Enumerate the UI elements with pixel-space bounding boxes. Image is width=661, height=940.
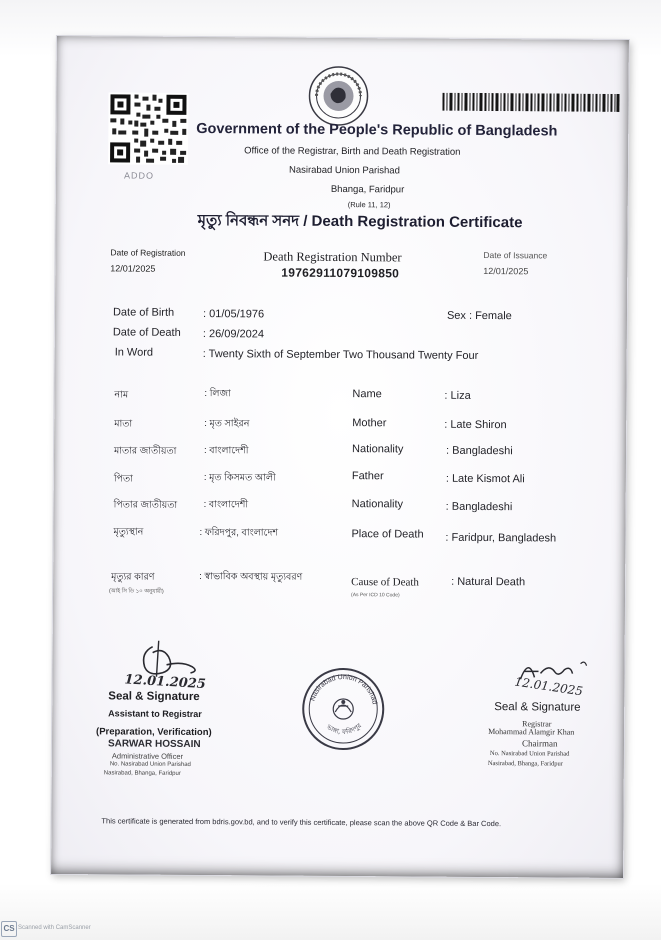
father-nationality-label: Nationality (351, 498, 404, 511)
camscanner-text: Scanned with CamScanner (18, 925, 91, 931)
seal-bottom-text: ভাঙ্গা, ফরিদপুর (325, 721, 364, 736)
mother-value: : Late Shiron (444, 418, 507, 432)
registrar-org: No. Nasirabad Union Parishad (489, 750, 570, 758)
mother-label: Mother (352, 417, 387, 430)
father-value: : Late Kismot Ali (445, 472, 525, 486)
assistant-title: Administrative Officer (111, 751, 184, 761)
mother-bn-label: মাতা (114, 418, 133, 430)
mother-bn-value: : মৃত সাইরন (204, 418, 250, 430)
cause-bn-value: : স্বাভাবিক অবস্থায় মৃত্যুবরণ (199, 571, 303, 583)
qr-caption: ADDO (123, 170, 155, 181)
seal-outer-text: Nasirabad Union Parishad (309, 673, 378, 706)
father-nationality-value: : Bangladeshi (445, 500, 513, 514)
name-value: : Liza (444, 389, 471, 402)
dod-value: : 26/09/2024 (202, 328, 265, 341)
name-bn-value: : লিজা (204, 388, 231, 400)
registrar-name: Mohammad Alamgir Khan (488, 727, 575, 737)
place-of-death-label: Place of Death (351, 528, 424, 541)
father-label: Father (351, 470, 384, 483)
assistant-org: No. Nasirabad Union Parishad (109, 761, 191, 768)
certificate-title: মৃত্যু নিবন্ধন সনদ / Death Registration Certificate (197, 212, 523, 232)
father-bn-value: : মৃত কিসমত আলী (203, 472, 276, 484)
registrar-seal-signature: Seal & Signature (494, 701, 581, 714)
camscanner-logo: CS (1, 921, 17, 937)
assistant-handwritten-date: 12.01.2025 (124, 672, 207, 693)
barcode-icon (442, 93, 619, 112)
dob-value: : 01/05/1976 (202, 308, 265, 321)
dod-label: Date of Death (112, 326, 181, 339)
issuance-date-value: 12/01/2025 (483, 265, 529, 277)
assistant-location: Nasirabad, Bhanga, Faridpur (103, 770, 181, 777)
assistant-role-detail: (Preparation, Verification) (96, 726, 212, 739)
registrar-title: Chairman (521, 738, 558, 749)
mother-nationality-label: Nationality (352, 443, 404, 456)
mother-nationality-bn-label: মাতার জাতীয়তা (113, 445, 177, 457)
father-nationality-bn-label: পিতার জাতীয়তা (113, 499, 178, 511)
registration-date-label: Date of Registration (110, 247, 186, 258)
registration-number-label: Death Registration Number (263, 249, 402, 265)
cause-bn-label: মৃত্যুর কারণ (111, 571, 155, 583)
mother-nationality-bn-value: : বাংলাদেশী (204, 445, 249, 457)
registration-number-value: 19762911079109850 (281, 265, 400, 281)
union-name: Nasirabad Union Parishad (288, 164, 400, 177)
father-nationality-bn-value: : বাংলাদেশী (203, 499, 249, 511)
government-emblem-icon (308, 66, 368, 126)
svg-text:ভাঙ্গা, ফরিদপুর (324, 721, 363, 736)
qr-code-icon (108, 92, 189, 165)
place-of-death-value: : Faridpur, Bangladesh (445, 531, 557, 545)
name-label: Name (352, 388, 382, 401)
office-place: Bhanga, Faridpur (330, 183, 405, 196)
assistant-seal-signature: Seal & Signature (108, 690, 200, 704)
assistant-role: Assistant to Registrar (108, 708, 202, 720)
father-bn-label: পিতা (113, 473, 133, 485)
place-of-death-bn-value: : ফরিদপুর, বাংলাদেশ (199, 527, 279, 539)
verification-footer: This certificate is generated from bdris.gov.bd, and to verify this certificate, please scan the above QR Code & Bar Code. (101, 816, 502, 829)
cause-bn-sub: (আই সি ডি ১০ অনুযায়ী) (109, 588, 164, 595)
government-title: Government of the People's Republic of Bangladesh (196, 120, 558, 140)
certificate-paper (51, 36, 629, 878)
cause-sub: (As Per ICD 10 Code) (351, 592, 400, 599)
cause-value: : Natural Death (451, 575, 526, 589)
place-of-death-bn-label: মৃত্যুস্থান (113, 526, 144, 538)
union-parishad-seal (300, 666, 387, 753)
registrar-location: Nasirabad, Bhanga, Faridpur (487, 760, 563, 768)
registration-date-value: 12/01/2025 (110, 263, 156, 274)
dob-label: Date of Birth (112, 306, 175, 319)
mother-nationality-value: : Bangladeshi (446, 444, 513, 458)
inword-label: In Word (114, 346, 154, 359)
name-bn-label: নাম (114, 389, 129, 401)
issuance-date-label: Date of Issuance (483, 249, 548, 261)
sex-value: Sex : Female (446, 309, 512, 323)
registrar-handwritten-date: 12.01.2025 (513, 674, 584, 699)
rule-reference: (Rule 11, 12) (347, 200, 391, 210)
inword-value: : Twenty Sixth of September Two Thousand Twenty Four (202, 348, 479, 362)
assistant-name: SARWAR HOSSAIN (107, 738, 201, 751)
office-name: Office of the Registrar, Birth and Death Registration (244, 145, 461, 158)
cause-label: Cause of Death (351, 576, 419, 589)
registrar-role: Registrar (522, 719, 552, 729)
